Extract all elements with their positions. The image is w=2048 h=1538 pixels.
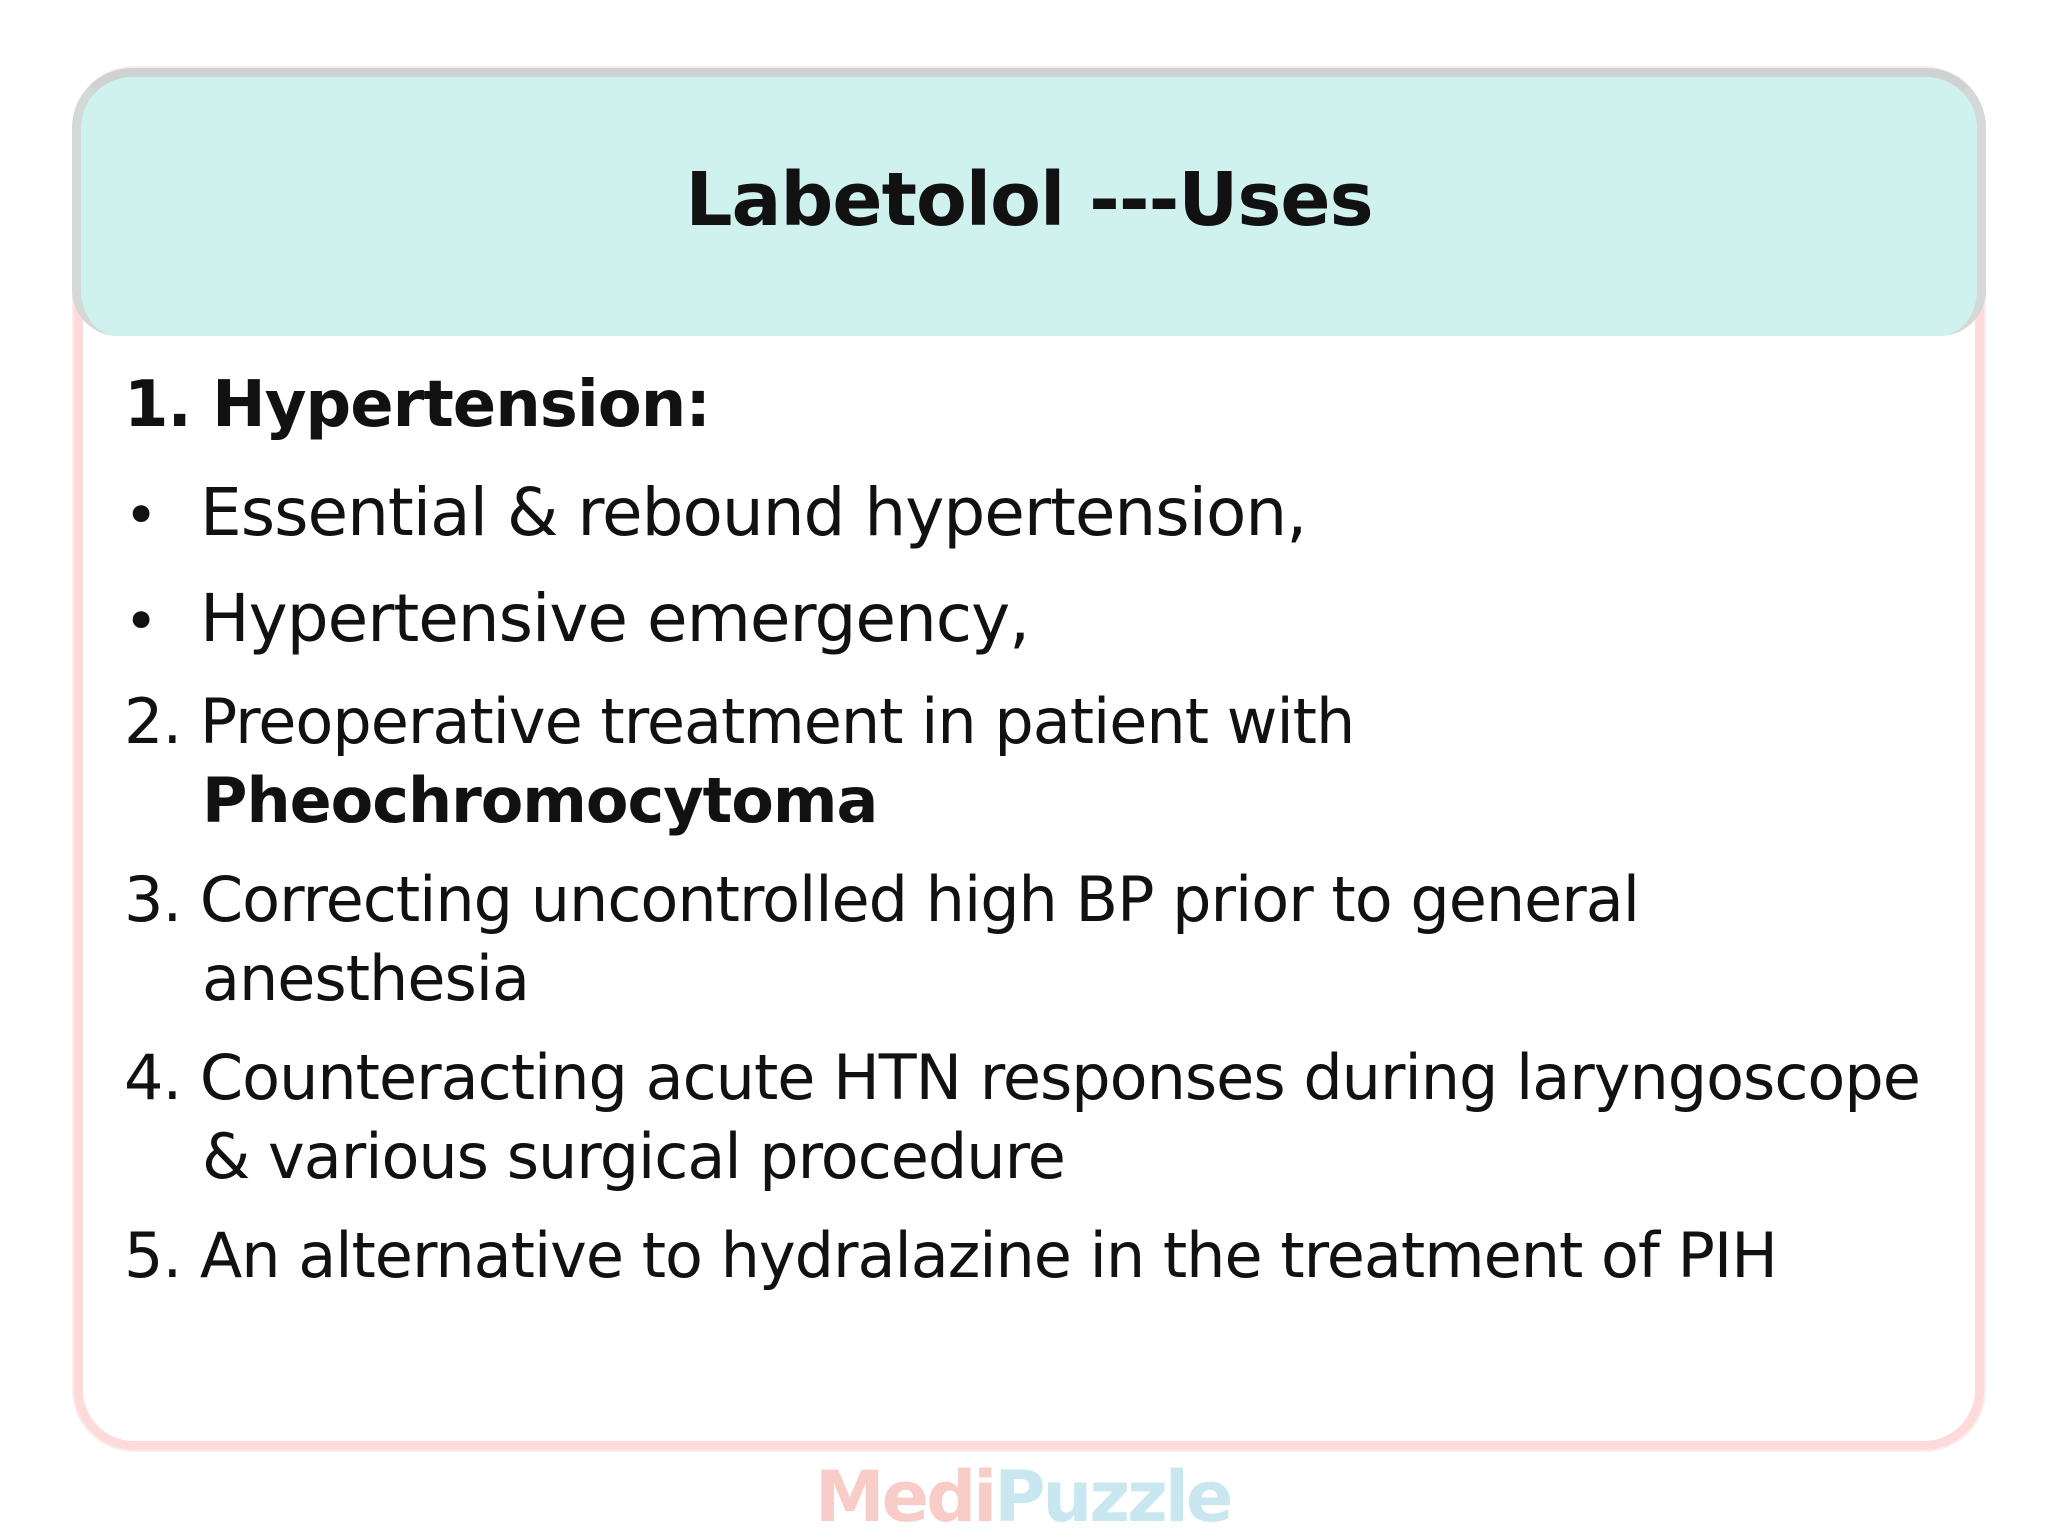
item-3-line-2: anesthesia — [202, 942, 530, 1015]
item-4-line-1: 4. Counteracting acute HTN responses during laryngoscope — [124, 1041, 1920, 1114]
watermark-puzzle: Puzzle — [994, 1456, 1231, 1538]
bullet-emergency-text: Hypertensive emergency, — [200, 580, 1030, 657]
medipuzzle-watermark — [815, 1456, 1231, 1538]
item-4-line-2: & various surgical procedure — [202, 1120, 1065, 1193]
watermark-medi: Medi — [815, 1456, 995, 1538]
item-2-line-1: 2. Preoperative treatment in patient with — [124, 685, 1355, 758]
heading-hypertension: 1. Hypertension: — [124, 368, 710, 442]
item-2-line-2: Pheochromocytoma — [202, 764, 878, 837]
item-3-line-1: 3. Correcting uncontrolled high BP prior to general — [124, 863, 1639, 936]
title-banner — [72, 68, 1986, 336]
bullet-dot: • — [124, 481, 158, 549]
bullet-dot: • — [124, 587, 158, 655]
item-5-line-1: 5. An alternative to hydralazine in the treatment of PIH — [124, 1219, 1777, 1292]
bullet-essential — [124, 474, 1306, 551]
bullet-essential-text: Essential & rebound hypertension, — [200, 474, 1307, 551]
bullet-emergency — [124, 580, 1029, 657]
slide-title: Labetolol ---Uses — [685, 156, 1373, 243]
